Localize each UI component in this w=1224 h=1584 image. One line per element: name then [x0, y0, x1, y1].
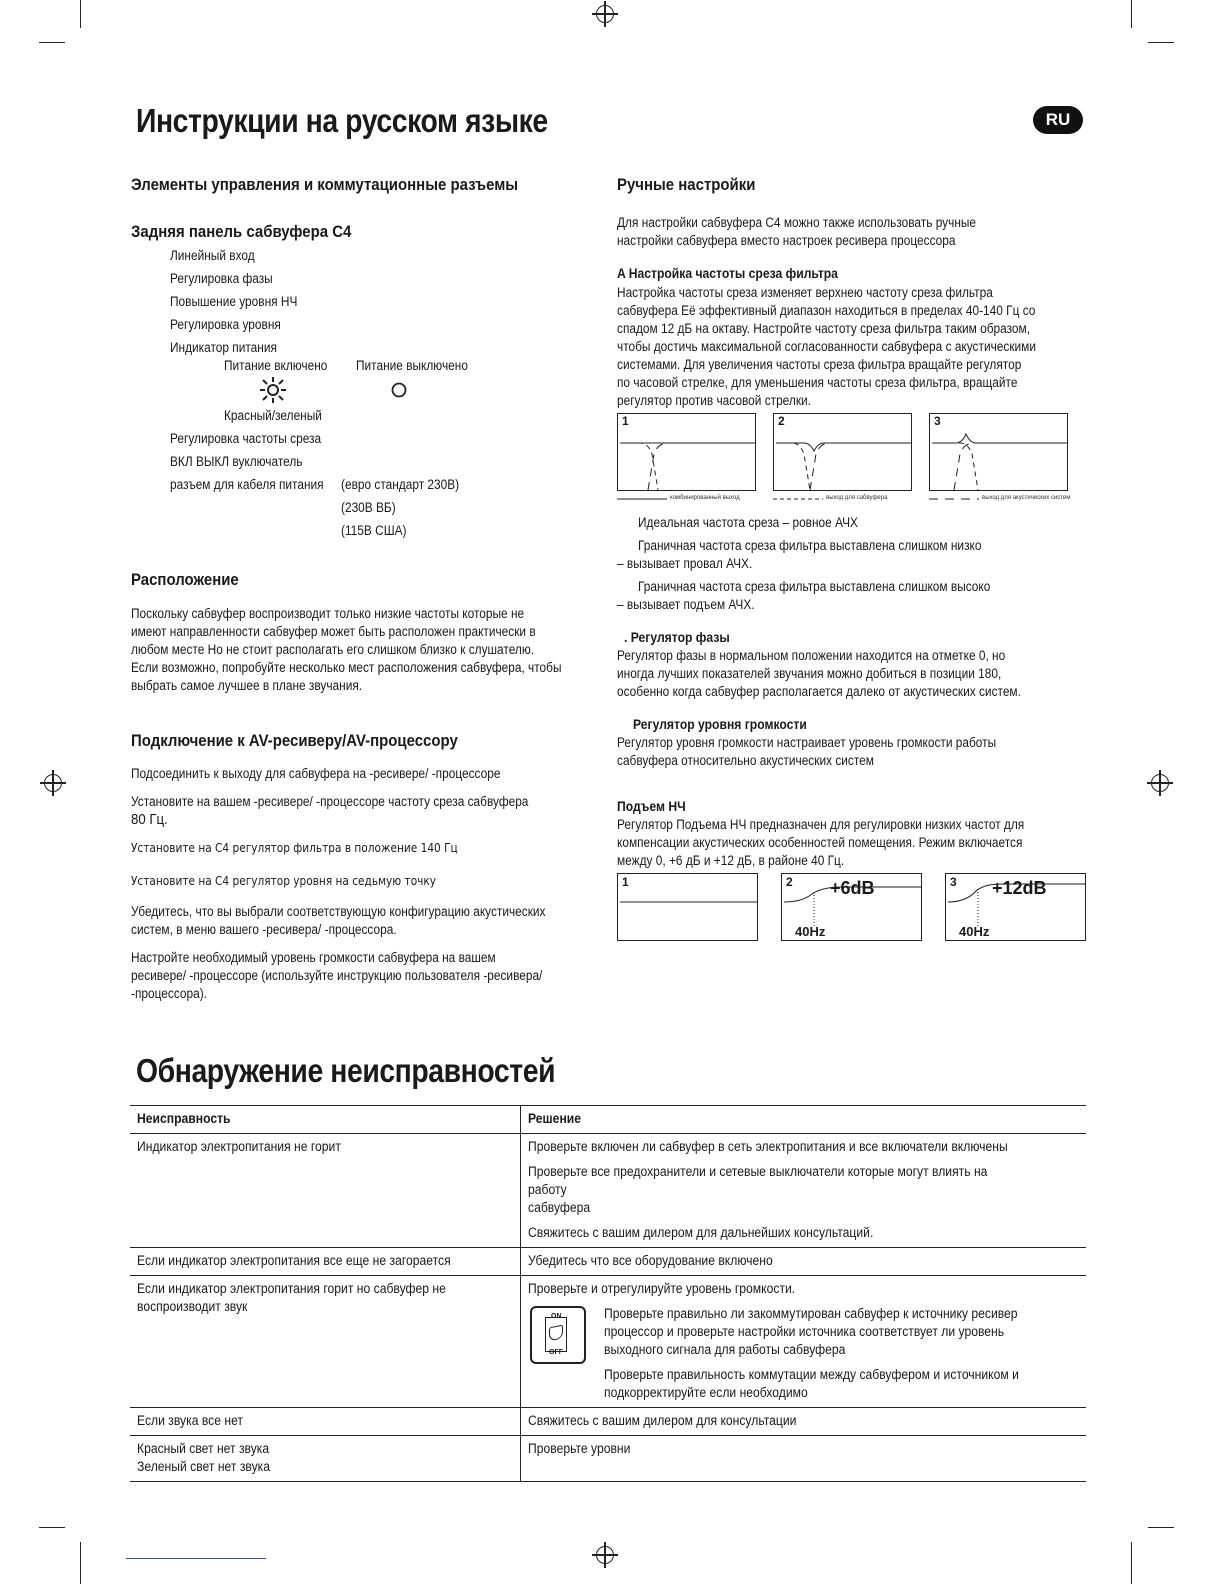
bass-line: компенсации акустических особенностей помещения. Режим включается	[617, 835, 1023, 850]
connect-step: ресивере/ -процессоре (используйте инструкцию пользователя -ресивера/	[131, 968, 543, 983]
result-line: – вызывает провал АЧХ.	[617, 556, 753, 571]
solution-cell: Проверьте и отрегулируйте уровень громкости. ON OFF Проверьте правильно ли закоммутирован сабвуфер к источнику ресивер процессор и проверьте настройки источника соответствует ли уровень выходного сигнала для работы сабвуфера Проверьте правильность коммутации между сабвуфером и источником и подкорректируйте если необходимо	[528, 1281, 1019, 1400]
graph-number: 3	[934, 414, 941, 428]
result-line: Граничная частота среза фильтра выставлена слишком низко	[638, 538, 982, 553]
voltage-label: (115В США)	[341, 523, 407, 538]
troubleshooting-title: Обнаружение неисправностей	[136, 1052, 556, 1089]
placement-line: Если возможно, попробуйте несколько мест расположения сабвуфера, чтобы	[131, 660, 562, 675]
manual-line: Для настройки сабвуфера С4 можно также использовать ручные	[617, 215, 977, 230]
response-curve	[930, 414, 1069, 492]
crossover-line: спадом 12 дБ на октаву. Настройте частоту среза фильтра таким образом,	[617, 321, 1031, 336]
bass-line: между 0, +6 дБ и +12 дБ, в районе 40 Гц.	[617, 853, 845, 868]
boost-hz-label: 40Hz	[959, 924, 990, 939]
graph-number: 1	[622, 875, 629, 889]
crossover-line: Настройка частоты среза изменяет верхнею частоту среза фильтра	[617, 285, 993, 300]
problem-cell: Красный свет нет звука Зеленый свет нет звука	[130, 1436, 521, 1482]
phase-line: особенно когда сабвуфер располагается далеко от акустических систем.	[617, 684, 1021, 699]
rear-item: ВКЛ ВЫКЛ вуключатель	[170, 454, 303, 469]
table-header-row	[130, 1106, 1086, 1134]
connect-step: -процессора).	[131, 986, 207, 1001]
rear-item: Регулировка уровня	[170, 317, 281, 332]
rear-item: Регулировка фазы	[170, 271, 273, 286]
crossover-line: по часовой стрелке, для уменьшения частоты среза фильтра, вращайте	[617, 375, 1018, 390]
problem-cell: Если звука все нет	[130, 1408, 521, 1436]
flat-response	[618, 874, 759, 942]
rear-item: Линейный вход	[170, 248, 255, 263]
placement-line: имеют направленности сабвуфер может быть расположен практически в	[131, 624, 536, 639]
solution-cell: Проверьте уровни	[528, 1441, 631, 1456]
table-row	[130, 1276, 1086, 1408]
phase-heading: . Регулятор фазы	[624, 630, 730, 645]
crossover-graph-2	[773, 413, 912, 491]
crossover-line: сабвуфера Её эффективный диапазон находиться в пределах 40-140 Гц со	[617, 303, 1036, 318]
column-header: Неисправность	[130, 1106, 521, 1134]
bass-boost-graph-3	[945, 873, 1086, 941]
connect-step: Настройте необходимый уровень громкости сабвуфера на вашем	[131, 950, 496, 965]
registration-mark-icon	[596, 1546, 614, 1564]
led-off-icon	[390, 381, 408, 399]
connect-step: 80 Гц.	[131, 811, 168, 828]
power-off-label: Питание выключено	[356, 358, 468, 373]
language-badge: RU	[1033, 106, 1083, 134]
connect-step: систем, в меню вашего -ресивера/ -процессора.	[131, 922, 397, 937]
crop-mark	[1148, 42, 1174, 43]
manual-line: настройки сабвуфера вместо настроек ресивера процессора	[617, 233, 956, 248]
result-line: Граничная частота среза фильтра выставлена слишком высоко	[638, 579, 991, 594]
response-curve	[774, 414, 913, 492]
registration-mark-icon	[1151, 774, 1169, 792]
volume-line: Регулятор уровня громкости настраивает уровень громкости работы	[617, 735, 997, 750]
crossover-heading: A Настройка частоты среза фильтра	[617, 266, 838, 281]
graph-number: 2	[786, 875, 793, 889]
result-line: – вызывает подъем АЧХ.	[617, 597, 755, 612]
phase-line: иногда лучших показателей звучания можно добиться в позиции 180,	[617, 666, 1002, 681]
crop-mark	[1148, 1527, 1174, 1528]
manual-heading: Ручные настройки	[617, 175, 756, 194]
legend-line-solid	[617, 497, 667, 501]
crop-mark	[80, 1542, 81, 1584]
graph-number: 3	[950, 875, 957, 889]
crop-mark	[1131, 0, 1132, 28]
page-title: Инструкции на русском языке	[136, 102, 548, 139]
connect-step: Установите на С4 регулятор фильтра в положение 140 Гц	[131, 841, 458, 855]
table-row	[130, 1436, 1086, 1482]
problem-cell: Если индикатор электропитания горит но сабвуфер не воспроизводит звук	[130, 1276, 521, 1408]
voltage-label: (евро стандарт 230В)	[341, 477, 460, 492]
graph-number: 1	[622, 414, 629, 428]
crossover-graph-3	[929, 413, 1068, 491]
table-row	[130, 1248, 1086, 1276]
crossover-graph-1	[617, 413, 756, 491]
voltage-label: (230В ВБ)	[341, 500, 396, 515]
rear-item: Повышение уровня НЧ	[170, 294, 298, 309]
crop-mark	[39, 42, 65, 43]
legend-label: выход для акустических систем	[982, 495, 1071, 501]
led-color-label: Красный/зеленый	[224, 408, 322, 423]
crossover-line: системами. Для увеличения частоты среза фильтра вращайте регулятор	[617, 357, 1022, 372]
controls-heading: Элементы управления и коммутационные разъемы	[131, 175, 519, 194]
crop-mark	[39, 1527, 65, 1528]
solution-cell: Убедитесь что все оборудование включено	[528, 1253, 773, 1268]
power-switch-icon: ON OFF	[530, 1306, 586, 1364]
registration-mark-icon	[596, 5, 614, 23]
registration-mark-icon	[44, 774, 62, 792]
graph-number: 2	[778, 414, 785, 428]
volume-heading: Регулятор уровня громкости	[633, 717, 807, 732]
boost-db-label: +6dB	[830, 878, 875, 898]
connect-step: Установите на вашем -ресивере/ -процессоре частоту среза сабвуфера	[131, 794, 529, 809]
bass-boost-graph-2	[781, 873, 922, 941]
rear-panel-heading: Задняя панель сабвуфера С4	[131, 222, 352, 241]
result-line: Идеальная частота среза – ровное АЧХ	[638, 515, 858, 530]
connect-step: Установите на С4 регулятор уровня на седьмую точку	[131, 874, 437, 888]
legend-label: комбинированный выход	[670, 495, 740, 501]
legend-line-dashed	[773, 497, 823, 501]
response-curve	[618, 414, 757, 492]
table-row	[130, 1408, 1086, 1436]
crossover-line: регулятор против часовой стрелки.	[617, 393, 811, 408]
legend-label: выход для сабвуфера	[826, 495, 888, 501]
connect-step: Убедитесь, что вы выбрали соответствующую конфигурацию акустических	[131, 904, 546, 919]
boost-hz-label: 40Hz	[795, 924, 826, 939]
phase-line: Регулятор фазы в нормальном положении находится на отметке 0, но	[617, 648, 1006, 663]
solution-cell: Проверьте включен ли сабвуфер в сеть электропитания и все включатели включены Проверьте все предохранители и сетевые выключатели которые могут влиять на работу сабвуфера Свяжитесь с вашим дилером для дальнейших консультаций.	[528, 1139, 1008, 1240]
table-row	[130, 1134, 1086, 1248]
connect-heading: Подключение к AV-ресиверу/AV-процессору	[131, 731, 458, 750]
placement-line: Поскольку сабвуфер воспроизводит только низкие частоты которые не	[131, 606, 525, 621]
crossover-line: чтобы достичь максимальной согласованности сабвуфера с акустическими	[617, 339, 1036, 354]
connect-step: Подсоединить к выходу для сабвуфера на -ресивере/ -процессоре	[131, 766, 501, 781]
rear-item: Регулировка частоты среза	[170, 431, 322, 446]
legend-line-long-dash	[929, 497, 979, 501]
problem-cell: Если индикатор электропитания все еще не загорается	[130, 1248, 521, 1276]
troubleshooting-table	[130, 1105, 1086, 1482]
placement-heading: Расположение	[131, 570, 239, 589]
rear-item: разъем для кабеля питания	[170, 477, 324, 492]
volume-line: сабвуфера относительно акустических систем	[617, 753, 874, 768]
bass-heading: Подъем НЧ	[617, 799, 686, 814]
column-header: Решение	[528, 1111, 582, 1126]
placement-line: выбрать самое лучшее в плане звучания.	[131, 678, 363, 693]
crop-mark	[80, 0, 81, 28]
footer-line	[126, 1558, 266, 1559]
crop-mark	[1131, 1542, 1132, 1584]
bass-line: Регулятор Подъема НЧ предназначен для регулировки низких частот для	[617, 817, 1025, 832]
problem-cell: Индикатор электропитания не горит	[130, 1134, 521, 1248]
power-on-label: Питание включено	[224, 358, 328, 373]
boost-db-label: +12dB	[992, 878, 1047, 898]
bass-boost-graph-1	[617, 873, 758, 941]
rear-item: Индикатор питания	[170, 340, 277, 355]
placement-line: любом месте Но не стоит располагать его слишком близко к слушателю.	[131, 642, 535, 657]
led-on-icon	[258, 376, 288, 404]
solution-cell: Свяжитесь с вашим дилером для консультации	[528, 1413, 797, 1428]
